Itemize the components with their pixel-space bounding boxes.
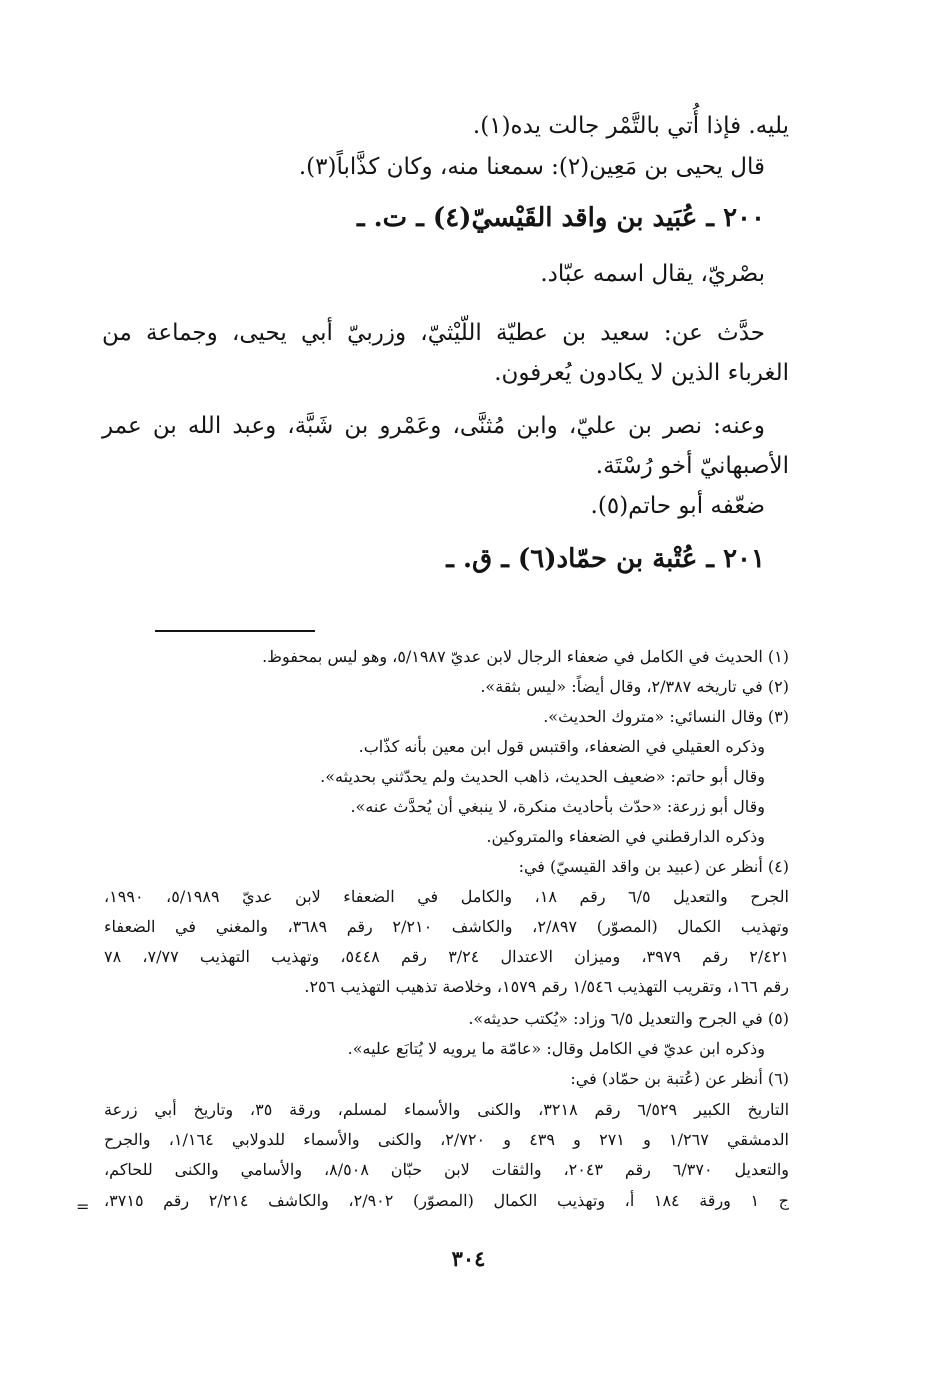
footnote-line: وتهذيب الكمال (المصوّر) ٢/٨٩٧، والكاشف ٢/٢١٠ رقم ٣٦٨٩، والمغني في الضعفاء <box>104 917 789 936</box>
text-line: الأصبهانيّ أخو رُسْتَة. <box>595 453 789 479</box>
footnote-line: (٥) في الجرح والتعديل ٦/٥ وزاد: «يُكتب حديثه». <box>468 1009 789 1028</box>
text-line: بصْريّ، يقال اسمه عبّاد. <box>540 261 765 287</box>
text-line: ضعّفه أبو حاتم(٥). <box>590 493 765 519</box>
footnote-line: التاريخ الكبير ٦/٥٢٩ رقم ٣٢١٨، والكنى والأسماء لمسلم، ورقة ٣٥، وتاريخ أبي زرعة <box>104 1100 790 1119</box>
footnote-line: (٢) في تاريخه ٢/٣٨٧، وقال أيضاً: «ليس بثقة». <box>480 677 789 696</box>
footnote-line: الجرح والتعديل ٦/٥ رقم ١٨، والكامل في الضعفاء لابن عديّ ٥/١٩٨٩، ١٩٩٠، <box>104 887 789 906</box>
footnote-line: (١) الحديث في الكامل في ضعفاء الرجال لابن عديّ ٥/١٩٨٧، وهو ليس بمحفوظ. <box>262 647 789 666</box>
text-line: يليه. فإذا أُتي بالتَّمْر جالت يده(١). <box>472 113 789 139</box>
footnote-line: وقال أبو حاتم: «ضعيف الحديث، ذاهب الحديث ولم يحدّثني بحديثه». <box>320 767 765 786</box>
footnote-line: (٤) أنظر عن (عبيد بن واقد القيسيّ) في: <box>518 857 789 876</box>
text-line: قال يحيى بن مَعِين(٢): سمعنا منه، وكان كذَّاباً(٣). <box>298 154 765 180</box>
footnote-line: رقم ١٦٦، وتقريب التهذيب ١/٥٤٦ رقم ١٥٧٩، وخلاصة تذهيب التهذيب ٢٥٦. <box>304 977 789 996</box>
footnote-line: ٢/٤٢١ رقم ٣٩٧٩، وميزان الاعتدال ٣/٢٤ رقم ٥٤٤٨، وتهذيب التهذيب ٧/٧٧، ٧٨ <box>104 947 789 966</box>
footnote-line: وذكره العقيلي في الضعفاء، واقتبس قول ابن معين بأنه كذّاب. <box>358 737 765 756</box>
footnote-line: والتعديل ٦/٣٧٠ رقم ٢٠٤٣، والثقات لابن حبّان ٨/٥٠٨، والأسامي والكنى للحاكم، <box>104 1160 790 1179</box>
entry-heading-201: ٢٠١ ـ عُتْبة بن حمّاد(٦) ـ ق. ـ <box>446 544 765 574</box>
continuation-mark: = <box>76 1197 90 1216</box>
footnote-line: وذكره الدارقطني في الضعفاء والمتروكين. <box>486 827 765 846</box>
footnote-line: ج ١ ورقة ١٨٤ أ، وتهذيب الكمال (المصوّر) ٢/٩٠٢، والكاشف ٢/٢١٤ رقم ٣٧١٥، <box>104 1191 790 1210</box>
text-line: حدَّث عن: سعيد بن عطيّة اللّيْثيّ، وزربيّ أبي يحيى، وجماعة من <box>102 320 765 346</box>
text-line: وعنه: نصر بن عليّ، وابن مُثنَّى، وعَمْرو بن شَبَّة، وعبد الله بن عمر <box>102 413 765 439</box>
entry-heading-200: ٢٠٠ ـ عُبَيد بن واقد القَيْسيّ(٤) ـ ت. ـ <box>356 203 765 233</box>
footnote-line: وذكره ابن عديّ في الكامل وقال: «عامّة ما يرويه لا يُتابَع عليه». <box>347 1039 765 1058</box>
footnote-line: وقال أبو زرعة: «حدّث بأحاديث منكرة، لا ينبغي أن يُحدَّث عنه». <box>350 797 765 816</box>
footnote-line: الدمشقي ١/٢٦٧ و ٢٧١ و ٤٣٩ و ٢/٧٢٠، والكنى والأسماء للدولابي ١/١٦٤، والجرح <box>104 1130 789 1149</box>
footnote-line: (٣) وقال النسائي: «متروك الحديث». <box>543 707 789 726</box>
footnote-separator <box>155 630 315 632</box>
text-line: الغرباء الذين لا يكادون يُعرفون. <box>494 360 789 386</box>
page-number: ٣٠٤ <box>451 1246 486 1271</box>
footnote-line: (٦) أنظر عن (عُتبة بن حمّاد) في: <box>570 1069 789 1088</box>
